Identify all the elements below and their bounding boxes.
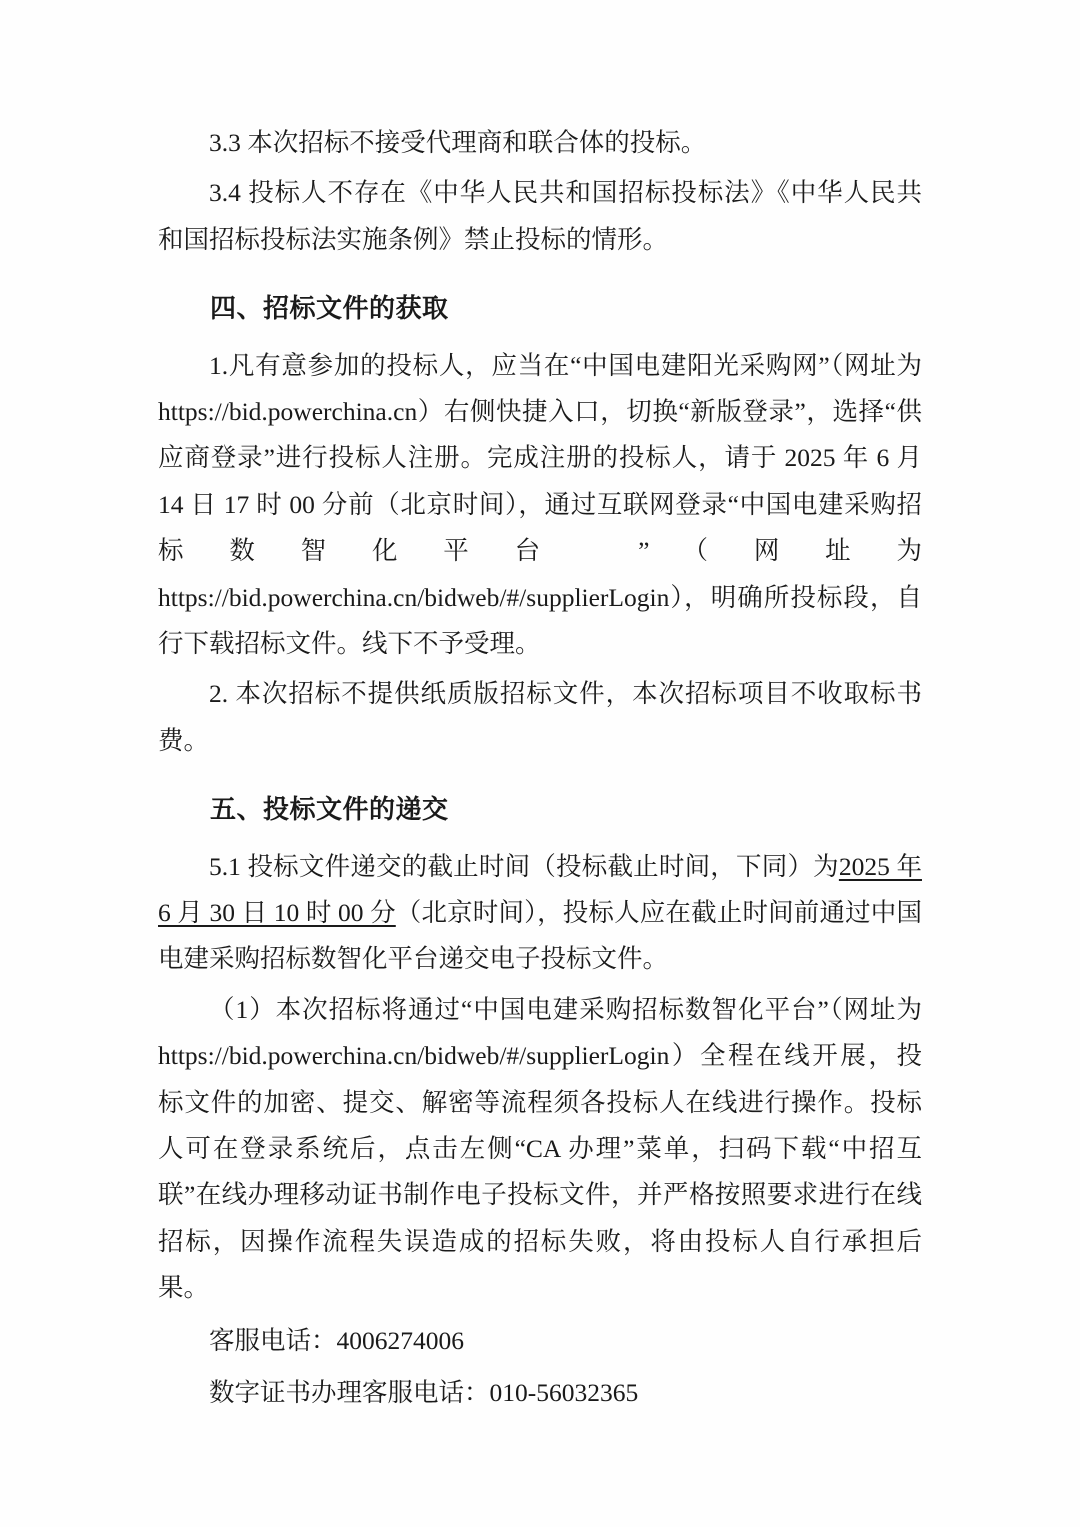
section-five-item-1: （1）本次招标将通过“中国电建采购招标数智化平台”（网址为 https://bid.powerchina.cn/bidweb/#/supplierLogin）全程在线开展，投标文件的加密、提交、解密等流程须各投标人在线进行操作。投标人可在登录系统后，点击左侧“CA 办理”菜单，扫码下载“中招互联”在线办理移动证书制作电子投标文件，并严格按照要求进行在线招标，因操作流程失误造成的招标失败，将由投标人自行承担后果。 (158, 994, 922, 1303)
clause-5-1-deadline: 2025 年 6 月 30 日 10 时 00 分 (158, 851, 922, 927)
section-heading-four: 四、招标文件的获取 (210, 294, 449, 324)
section-four-item-1: 1.凡有意参加的投标人，应当在“中国电建阳光采购网”（网址为 https://bid.powerchina.cn）右侧快捷入口，切换“新版登录”，选择“供应商登录”进行投标人注册。完成注册的投标人，请于 2025 年 6 月 14 日 17 时 00 分前（北京时间），通过互联网登录“中国电建采购招标数智化平台 ”（网址为 https://bid.powerchina.cn/bidweb/#/supplierLogin），明确所投标段，自行下载招标文件。线下不予受理。 (158, 350, 922, 658)
section-five-item-5-1 (158, 844, 922, 983)
certificate-service-phone: 数字证书办理客服电话：010-56032365 (209, 1377, 639, 1407)
clause-3-4: 3.4 投标人不存在《中华人民共和国招标投标法》《中华人民共和国招标投标法实施条例》禁止投标的情形。 (158, 178, 922, 254)
section-four-item-2: 2. 本次招标不提供纸质版招标文件，本次招标项目不收取标书费。 (158, 679, 922, 755)
clause-5-1-suffix: （北京时间），投标人应在截止时间前通过中国电建采购招标数智化平台递交电子投标文件。 (158, 897, 922, 974)
clause-3-3: 3.3 本次招标不接受代理商和联合体的投标。 (209, 128, 707, 157)
clause-5-1-prefix: 5.1 投标文件递交的截止时间（投标截止时间，下同）为 (209, 851, 839, 881)
document-body (158, 120, 922, 1416)
service-phone: 客服电话：4006274006 (209, 1325, 465, 1355)
section-heading-five: 五、投标文件的递交 (210, 795, 449, 825)
